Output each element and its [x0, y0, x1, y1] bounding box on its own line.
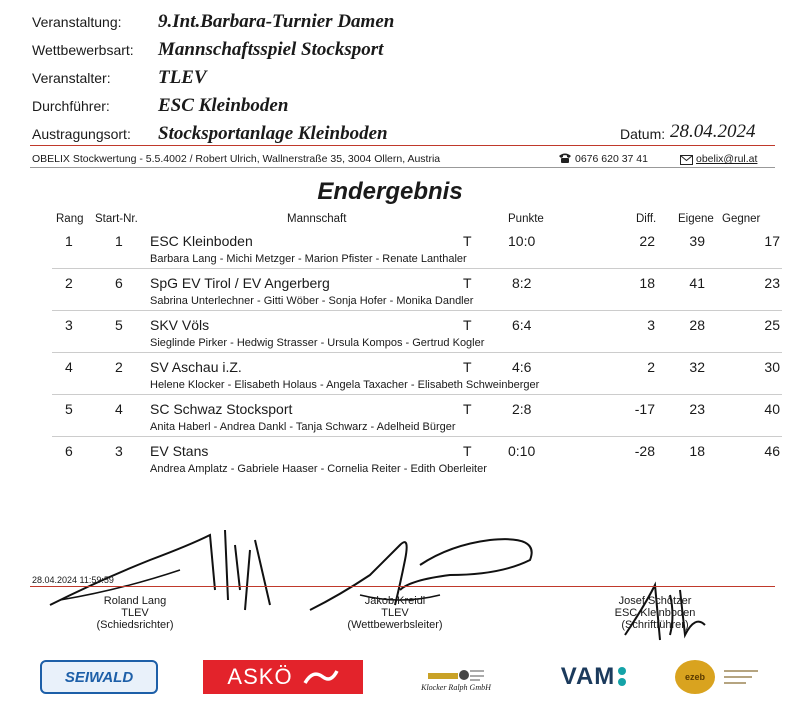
page-title: Endergebnis: [317, 178, 463, 205]
own-cell: 32: [689, 359, 705, 375]
points-cell: 6:4: [512, 317, 532, 333]
diff-cell: 2: [647, 359, 655, 375]
sponsor-name: ezeb: [684, 672, 705, 682]
players-cell: Anita Haberl - Andrea Dankl - Tanja Schwarz - Adelheid Bürger: [150, 421, 456, 433]
rank-cell: 2: [65, 275, 73, 291]
col-header-rank: Rang: [56, 213, 84, 225]
col-header-team: Mannschaft: [287, 213, 347, 225]
row-divider: [52, 352, 782, 353]
header-label-event: Veranstaltung:: [32, 14, 122, 30]
start-cell: 5: [115, 317, 123, 333]
header-label-organizer: Veranstalter:: [32, 70, 111, 86]
header-value-executor: ESC Kleinboden: [158, 95, 289, 116]
players-cell: Helene Klocker - Elisabeth Holaus - Angela Taxacher - Elisabeth Schweinberger: [150, 379, 540, 391]
diff-cell: 3: [647, 317, 655, 333]
own-cell: 28: [689, 317, 705, 333]
start-cell: 4: [115, 401, 123, 417]
print-timestamp: 28.04.2024 11:59:59: [32, 575, 114, 585]
signer-org: TLEV: [121, 607, 149, 619]
points-cell: 4:6: [512, 359, 532, 375]
askoe-logo: [203, 660, 363, 694]
header-value-type: Mannschaftsspiel Stocksport: [158, 39, 384, 60]
diff-cell: 22: [639, 233, 655, 249]
start-cell: 3: [115, 443, 123, 459]
players-cell: Sabrina Unterlechner - Gitti Wöber - Sonja Hofer - Monika Dandler: [150, 295, 474, 307]
rank-cell: 5: [65, 401, 73, 417]
info-rule: [30, 167, 775, 168]
askoe-swirl-icon: [303, 667, 339, 687]
header-label-venue: Austragungsort:: [32, 126, 131, 142]
rank-cell: 6: [65, 443, 73, 459]
t-cell: T: [463, 275, 472, 291]
sponsor-name: ASKÖ: [227, 664, 293, 689]
row-divider: [52, 436, 782, 437]
diff-cell: 18: [639, 275, 655, 291]
start-cell: 2: [115, 359, 123, 375]
col-header-own: Eigene: [678, 213, 714, 225]
t-cell: T: [463, 233, 472, 249]
opp-cell: 30: [764, 359, 780, 375]
team-cell: SV Aschau i.Z.: [150, 359, 242, 375]
header-label-executor: Durchführer:: [32, 98, 110, 114]
team-cell: SKV Völs: [150, 317, 210, 333]
sponsor-name: Klocker Ralph GmbH: [421, 682, 491, 692]
signer-name: Josef Schötzer: [618, 595, 692, 607]
diff-cell: -17: [634, 401, 655, 417]
row-divider: [52, 394, 782, 395]
header-label-type: Wettbewerbsart:: [32, 42, 134, 58]
rank-cell: 1: [65, 233, 73, 249]
team-cell: SpG EV Tirol / EV Angerberg: [150, 275, 330, 291]
start-cell: 1: [115, 233, 123, 249]
header-value-date: 28.04.2024: [670, 121, 756, 142]
col-header-points: Punkte: [508, 213, 544, 225]
klocker-emblem-icon: [426, 667, 486, 683]
players-cell: Sieglinde Pirker - Hedwig Strasser - Ursula Kompos - Gertrud Kogler: [150, 337, 485, 349]
ezeb-tagline-scribble: [722, 665, 762, 689]
row-divider: [52, 310, 782, 311]
opp-cell: 25: [764, 317, 780, 333]
header-rule: [30, 145, 775, 146]
opp-cell: 40: [764, 401, 780, 417]
col-header-diff: Diff.: [636, 213, 657, 225]
header-value-event: 9.Int.Barbara-Turnier Damen: [158, 11, 395, 32]
signer-name: Roland Lang: [103, 595, 167, 607]
ezeb-logo: [675, 660, 715, 694]
players-cell: Barbara Lang - Michi Metzger - Marion Pfister - Renate Lanthaler: [150, 253, 467, 265]
team-cell: EV Stans: [150, 443, 209, 459]
signature-block-referee: [60, 595, 210, 631]
signer-role: (Schiedsrichter): [96, 619, 174, 631]
header-value-organizer: TLEV: [158, 67, 207, 88]
signature-block-competition-lead: [320, 595, 470, 631]
team-cell: ESC Kleinboden: [150, 233, 253, 249]
diff-cell: -28: [634, 443, 655, 459]
t-cell: T: [463, 317, 472, 333]
t-cell: T: [463, 443, 472, 459]
sponsor-name: SEIWALD: [64, 668, 134, 686]
header-label-date: Datum:: [620, 126, 666, 142]
signature-block-recorder: [580, 595, 730, 631]
vam-dots-icon: [615, 665, 629, 689]
own-cell: 18: [689, 443, 705, 459]
points-cell: 10:0: [508, 233, 536, 249]
vam-logo: [545, 660, 645, 694]
signer-role: (Wettbewerbsleiter): [347, 619, 443, 631]
points-cell: 2:8: [512, 401, 532, 417]
sponsor-name: VAM: [560, 663, 616, 690]
t-cell: T: [463, 401, 472, 417]
klocker-logo: [400, 660, 512, 698]
players-cell: Andrea Amplatz - Gabriele Haaser - Cornelia Reiter - Edith Oberleiter: [150, 463, 487, 475]
row-divider: [52, 268, 782, 269]
rank-cell: 4: [65, 359, 73, 375]
team-cell: SC Schwaz Stocksport: [150, 401, 293, 417]
own-cell: 23: [689, 401, 705, 417]
own-cell: 39: [689, 233, 705, 249]
own-cell: 41: [689, 275, 705, 291]
seiwald-logo: [40, 660, 158, 694]
opp-cell: 23: [764, 275, 780, 291]
software-info: OBELIX Stockwertung - 5.5.4002 / Robert Ulrich, Wallnerstraße 35, 3004 Ollern, Austria: [32, 153, 441, 165]
signer-name: Jakob Kreidl: [364, 595, 426, 607]
col-header-opp: Gegner: [722, 213, 761, 225]
col-header-start: Start-Nr.: [95, 213, 138, 225]
signature-rule: [30, 586, 775, 587]
opp-cell: 46: [764, 443, 780, 459]
signer-role: (Schriftführer): [621, 619, 689, 631]
signer-org: ESC Kleinboden: [614, 607, 696, 619]
points-cell: 0:10: [508, 443, 536, 459]
opp-cell: 17: [764, 233, 780, 249]
email-link[interactable]: obelix@rul.at: [696, 153, 758, 165]
points-cell: 8:2: [512, 275, 532, 291]
t-cell: T: [463, 359, 472, 375]
rank-cell: 3: [65, 317, 73, 333]
header-value-venue: Stocksportanlage Kleinboden: [158, 123, 388, 144]
signer-org: TLEV: [381, 607, 409, 619]
start-cell: 6: [115, 275, 123, 291]
phone-number: 0676 620 37 41: [575, 153, 648, 165]
